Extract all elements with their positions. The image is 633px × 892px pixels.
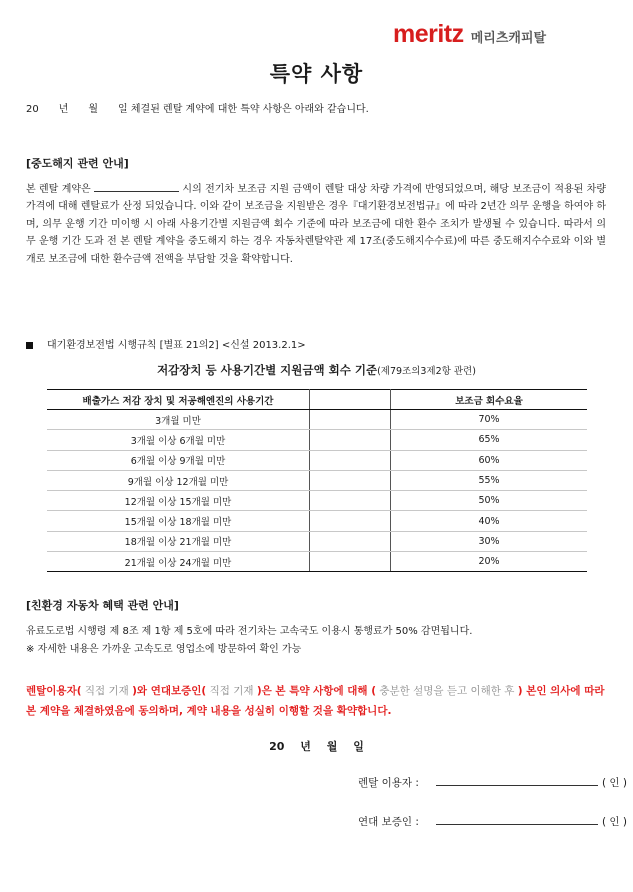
rate-cell: 65% xyxy=(391,430,588,450)
table-title-main: 저감장치 등 사용기간별 지원금액 회수 기준 xyxy=(157,363,378,377)
toll-discount-text: 유료도로법 시행령 제 8조 제 1항 제 5호에 따라 전기차는 고속국도 이용시 통행료가 50% 감면됩니다. xyxy=(26,626,473,637)
logo-subtitle: 메리츠캐피탈 xyxy=(470,31,547,46)
period-cell: 15개월 이상 18개월 미만 xyxy=(47,511,310,531)
seal-mark: ( 인 ) xyxy=(602,816,628,828)
rate-cell: 60% xyxy=(391,450,588,470)
table-title xyxy=(0,362,633,378)
period-cell: 3개월 미만 xyxy=(47,410,310,430)
rate-cell: 40% xyxy=(391,511,588,531)
city-blank-line[interactable] xyxy=(94,181,179,192)
signature-label: 연대 보증인 : xyxy=(358,816,419,828)
confirm-part: )은 본 특약 사항에 대해 ( xyxy=(256,685,376,697)
table-row xyxy=(47,410,587,430)
table-row xyxy=(47,531,587,551)
handwrite-blank-2[interactable]: 직접 기재 xyxy=(206,685,257,697)
period-cell: 9개월 이상 12개월 미만 xyxy=(47,470,310,490)
table-row xyxy=(47,450,587,470)
table-row xyxy=(47,430,587,450)
column-spacer xyxy=(310,390,391,410)
termination-prefix: 본 렌탈 계약은 xyxy=(26,184,91,195)
signing-date: 20 년 월 일 xyxy=(269,740,364,753)
confirmation-statement xyxy=(26,681,611,721)
termination-paragraph xyxy=(26,181,606,268)
table-row xyxy=(47,491,587,511)
signature-line[interactable] xyxy=(436,813,598,825)
section-heading-termination: [중도해지 관련 안내] xyxy=(26,157,129,170)
period-cell: 21개월 이상 24개월 미만 xyxy=(47,552,310,572)
rate-cell: 50% xyxy=(391,491,588,511)
confirm-part: )와 연대보증인( xyxy=(132,685,207,697)
rate-cell: 30% xyxy=(391,531,588,551)
column-header-period: 배출가스 저감 장치 및 저공해엔진의 사용기간 xyxy=(47,390,310,410)
confirm-part: 렌탈이용자( xyxy=(26,685,82,697)
regulation-note xyxy=(26,337,306,354)
period-cell: 3개월 이상 6개월 미만 xyxy=(47,430,310,450)
rate-cell: 55% xyxy=(391,470,588,490)
table-row xyxy=(47,511,587,531)
signature-line[interactable] xyxy=(436,774,598,786)
toll-note-text: ※ 자세한 내용은 가까운 고속도로 영업소에 방문하여 확인 가능 xyxy=(26,644,302,655)
period-cell: 18개월 이상 21개월 미만 xyxy=(47,531,310,551)
signature-label: 렌탈 이용자 : xyxy=(358,777,419,789)
period-cell: 6개월 이상 9개월 미만 xyxy=(47,450,310,470)
table-row xyxy=(47,470,587,490)
seal-mark: ( 인 ) xyxy=(602,777,628,789)
signature-row-lessee xyxy=(358,774,627,790)
section-heading-eco-benefits: [친환경 자동차 혜택 관련 안내] xyxy=(26,599,179,612)
logo-wordmark: meritz xyxy=(393,20,464,48)
column-header-rate: 보조금 회수요율 xyxy=(391,390,588,410)
table-row xyxy=(47,552,587,572)
handwrite-blank-1[interactable]: 직접 기재 xyxy=(81,685,133,697)
document-title: 특약 사항 xyxy=(269,62,364,86)
period-cell: 12개월 이상 15개월 미만 xyxy=(47,491,310,511)
recovery-rate-table xyxy=(47,389,587,572)
confirm-part: ) 본인 의사에 따라 본 계약을 체결하였음에 동의하며, 계약 내용을 성실히 이행할 것을 확약합니다. xyxy=(26,685,605,717)
table-title-ref: (제79조의3제2항 관련) xyxy=(377,366,476,377)
termination-body: 시의 전기차 보조금 지원 금액이 렌탈 대상 차량 가격에 반영되었으며, 해당 보조금이 적용된 차량가격에 대해 렌탈료가 산정 되었습니다. 이와 같이 보조금을 지원받은 경우『대기환경보전법규』에 따라 2년간 의무 운행을 하여야 하며, 의무 운행 기간 미이행 시 아래 사용기간별 지원금액 회수 기준에 따라 보조금에 대한 환수 조치가 발생될 수 있습니다. 따라서 의무 운행 기간 도과 전 본 렌탈 계약을 중도해지 하는 경우 자동차렌탈약관 제 17조(중도해지수수료)에 따른 중도해지수수료와 이와 별개로 보조금에 대한 환수금액 전액을 부담할 것을 확약합니다. xyxy=(26,184,606,265)
intro-text: 20 년 월 일 체결된 렌탈 계약에 대한 특약 사항은 아래와 같습니다. xyxy=(26,104,369,115)
signature-row-guarantor xyxy=(358,813,627,829)
table-header-row xyxy=(47,390,587,410)
company-logo xyxy=(393,20,546,49)
rate-cell: 70% xyxy=(391,410,588,430)
square-bullet-icon xyxy=(26,342,33,349)
rate-cell: 20% xyxy=(391,552,588,572)
handwrite-blank-3[interactable]: 충분한 설명을 듣고 이해한 후 xyxy=(376,685,518,697)
regulation-note-text: 대기환경보전법 시행규칙 [별표 21의2] <신설 2013.2.1> xyxy=(47,340,306,351)
